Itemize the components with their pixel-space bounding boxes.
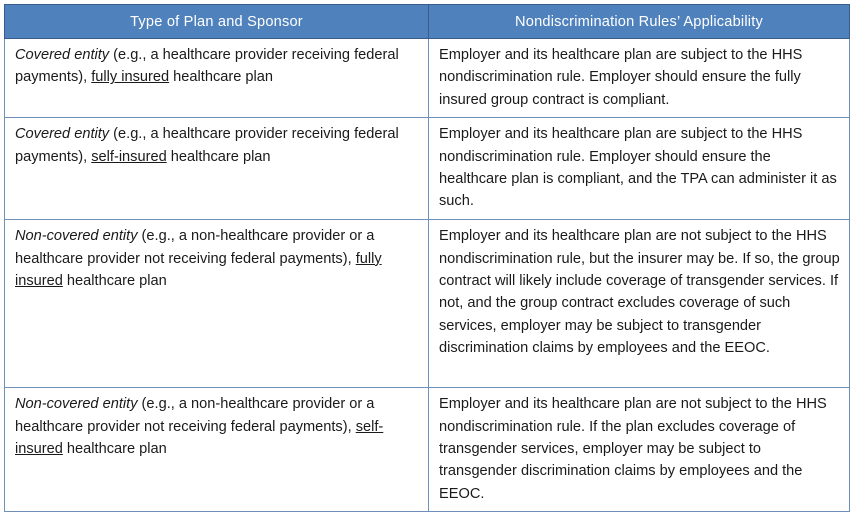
plan-suffix: healthcare plan — [62, 441, 167, 458]
table-row — [5, 118, 850, 220]
entity-detail: (e.g., a non-healthcare provider or a healthcare provider not receiving federal payments), — [15, 228, 375, 267]
entity-detail: (e.g., a healthcare provider receiving federal payments), — [15, 47, 399, 86]
header-applicability: Nondiscrimination Rules’ Applicability — [429, 5, 850, 39]
applicability-cell: Employer and its healthcare plan are subject to the HHS nondiscrimination rule. Employer should ensure the healthcare plan is compliant, and the TPA can administer it as such. — [429, 118, 850, 220]
header-row — [5, 5, 850, 39]
plan-suffix: healthcare plan — [169, 69, 273, 86]
entity-detail: (e.g., a healthcare provider receiving federal payments), — [15, 126, 399, 165]
entity-type: Covered entity — [15, 126, 110, 143]
plan-sponsor-cell — [5, 39, 429, 118]
plan-suffix: healthcare plan — [166, 148, 271, 165]
insurance-type: fully insured — [15, 250, 382, 290]
entity-detail: (e.g., a non-healthcare provider or a healthcare provider not receiving federal payments), — [15, 396, 375, 435]
insurance-type: fully insured — [91, 69, 170, 86]
table-row — [5, 388, 850, 512]
header-plan-type: Type of Plan and Sponsor — [5, 5, 429, 39]
plan-sponsor-cell — [5, 388, 429, 512]
applicability-cell: Employer and its healthcare plan are not subject to the HHS nondiscrimination rule. If the plan excludes coverage of transgender services, employer may be subject to transgender discrimination claims by employees and the EEOC. — [429, 388, 850, 512]
applicability-cell: Employer and its healthcare plan are not subject to the HHS nondiscrimination rule, but the insurer may be. If so, the group contract will likely include coverage of transgender services. If not, and the group contract excludes coverage of such services, employer may be subject to transgender discrimination claims by employees and the EEOC. — [429, 220, 850, 388]
applicability-cell: Employer and its healthcare plan are subject to the HHS nondiscrimination rule. Employer should ensure the fully insured group contract is compliant. — [429, 39, 850, 118]
plan-sponsor-cell — [5, 220, 429, 388]
table-row — [5, 39, 850, 118]
plan-sponsor-cell — [5, 118, 429, 220]
nondiscrimination-table — [4, 4, 850, 512]
entity-type: Covered entity — [15, 47, 110, 63]
insurance-type: self-insured — [15, 418, 384, 458]
table-row — [5, 220, 850, 388]
insurance-type: self-insured — [91, 148, 167, 165]
entity-type: Non-covered entity — [15, 396, 138, 413]
entity-type: Non-covered entity — [15, 228, 138, 245]
plan-suffix: healthcare plan — [62, 273, 167, 290]
